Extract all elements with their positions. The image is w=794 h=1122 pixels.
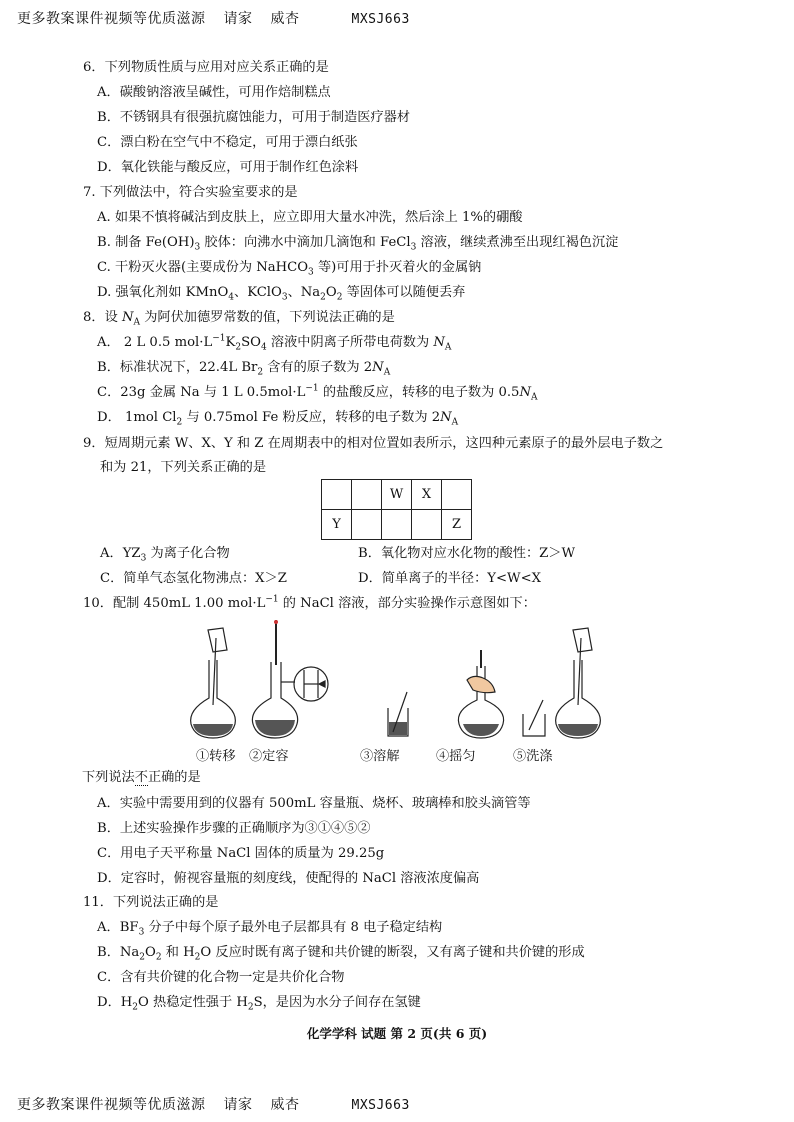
question-10-option-b: B．上述实验操作步骤的正确顺序为③①④⑤② bbox=[97, 821, 371, 836]
question-7-option-a: A. 如果不慎将碱沾到皮肤上，应立即用大量水冲洗，然后涂上 1%的硼酸 bbox=[97, 210, 523, 225]
caption-dissolve: ③溶解 bbox=[360, 749, 400, 764]
question-7-option-d: D. 强氧化剂如 KMnO$_4$、KClO$_3$、$Na_2O_2$ 等固体可以随便丢弃 bbox=[97, 285, 466, 303]
question-10-option-c: C．用电子天平称量 NaCl 固体的质量为 29.25g bbox=[97, 846, 385, 861]
shake-apparatus bbox=[458, 650, 503, 738]
question-7-option-c: C. 干粉灭火器(主要成份为 NaHCO$_3$ 等)可用于扑灭着火的金属钠 bbox=[97, 260, 482, 278]
caption-wash: ⑤洗涤 bbox=[513, 749, 553, 764]
table-cell: Z bbox=[442, 510, 472, 540]
question-10-option-d: D．定容时，俯视容量瓶的刻度线，使配得的 NaCl 溶液浓度偏高 bbox=[97, 871, 480, 886]
table-cell: W bbox=[382, 480, 412, 510]
transfer-apparatus bbox=[191, 628, 236, 738]
question-10-stem: 10．配制 450mL 1.00 $mol\cdot L^{-1}$ 的 NaCl 溶液，部分实验操作示意图如下： bbox=[83, 594, 536, 611]
question-10-lead: 下列说法不正确的是 bbox=[82, 770, 201, 785]
question-6-stem: 6．下列物质性质与应用对应关系正确的是 bbox=[83, 60, 329, 75]
page-header-top: 更多教案课件视频等优质滋源 请家 威杏 MXSJ663 bbox=[17, 11, 410, 27]
question-8-stem: 8．设 $N_A$ 为阿伏加德罗常数的值，下列说法正确的是 bbox=[83, 310, 395, 328]
question-9-option-c: C．简单气态氢化物沸点：X＞Z bbox=[100, 571, 287, 586]
solution-prep-diagram bbox=[183, 620, 613, 745]
wash-apparatus bbox=[523, 628, 600, 738]
question-9-option-a: A．$YZ_3$ 为离子化合物 bbox=[100, 546, 230, 564]
question-9-stem-line2: 和为 21，下列关系正确的是 bbox=[100, 460, 267, 475]
question-6-option-c: C．漂白粉在空气中不稳定，可用于漂白纸张 bbox=[97, 135, 358, 150]
table-cell: X bbox=[412, 480, 442, 510]
periodic-table-row bbox=[322, 480, 472, 510]
caption-shake: ④摇匀 bbox=[436, 749, 476, 764]
table-cell bbox=[352, 510, 382, 540]
question-11-stem: 11．下列说法正确的是 bbox=[83, 895, 219, 910]
table-cell bbox=[442, 480, 472, 510]
question-8-option-d: D． 1mol $Cl_2$ 与 0.75mol Fe 粉反应，转移的电子数为 $2N_A$ bbox=[97, 410, 459, 428]
question-11-option-b: B．$Na_2O_2$ 和 $H_2O$ 反应时既有离子键和共价键的断裂，又有离子键和共价键的形成 bbox=[97, 945, 585, 963]
question-6-option-b: B．不锈钢具有很强抗腐蚀能力，可用于制造医疗器材 bbox=[97, 110, 411, 125]
dissolve-apparatus bbox=[388, 692, 408, 736]
question-8-option-b: B．标准状况下，22.4L $Br_2$ 含有的原子数为 $2N_A$ bbox=[97, 360, 391, 378]
question-11-option-c: C．含有共价键的化合物一定是共价化合物 bbox=[97, 970, 345, 985]
page-footer: 化学学科 试题 第 2 页(共 6 页) bbox=[306, 1026, 488, 1041]
question-7-stem: 7. 下列做法中，符合实验室要求的是 bbox=[83, 185, 298, 200]
table-cell bbox=[412, 510, 442, 540]
page-header-bottom: 更多教案课件视频等优质滋源 请家 威杏 MXSJ663 bbox=[17, 1097, 410, 1113]
periodic-table-row bbox=[322, 510, 472, 540]
question-6-option-a: A．碳酸钠溶液呈碱性，可用作焙制糕点 bbox=[97, 85, 331, 100]
periodic-table-fragment bbox=[321, 479, 472, 540]
table-cell bbox=[382, 510, 412, 540]
question-8-option-c: C．23g 金属 Na 与 1 L $0.5mol\cdot L^{-1}$ 的盐酸反应，转移的电子数为 $0.5N_A$ bbox=[97, 383, 538, 403]
table-cell bbox=[352, 480, 382, 510]
table-cell bbox=[322, 480, 352, 510]
constant-volume-apparatus bbox=[252, 620, 328, 738]
question-9-option-b: B．氧化物对应水化物的酸性：Z＞W bbox=[358, 546, 576, 561]
question-6-option-d: D．氧化铁能与酸反应，可用于制作红色涂料 bbox=[97, 160, 359, 175]
question-9-option-d: D．简单离子的半径：Y<W<X bbox=[358, 571, 542, 586]
caption-constant-volume: ②定容 bbox=[249, 749, 289, 764]
question-11-option-d: D．$H_2O$ 热稳定性强于 $H_2S$，是因为水分子间存在氢键 bbox=[97, 995, 421, 1013]
question-11-option-a: A．$BF_3$ 分子中每个原子最外电子层都具有 8 电子稳定结构 bbox=[97, 920, 443, 938]
caption-transfer: ①转移 bbox=[196, 749, 236, 764]
question-8-option-a: A． 2 L 0.5 $mol\cdot L^{-1}K_2SO_4$ 溶液中阴离子所带电荷数为 $N_A$ bbox=[97, 333, 452, 353]
question-9-stem-line1: 9．短周期元素 W、X、Y 和 Z 在周期表中的相对位置如表所示，这四种元素原子的最外层电子数之 bbox=[83, 436, 664, 451]
question-10-option-a: A．实验中需要用到的仪器有 500mL 容量瓶、烧杯、玻璃棒和胶头滴管等 bbox=[97, 796, 531, 811]
question-7-option-b: B. 制备 $Fe(OH)_3$ 胶体：向沸水中滴加几滴饱和 FeCl$_3$ 溶液，继续煮沸至出现红褐色沉淀 bbox=[97, 235, 619, 253]
table-cell: Y bbox=[322, 510, 352, 540]
